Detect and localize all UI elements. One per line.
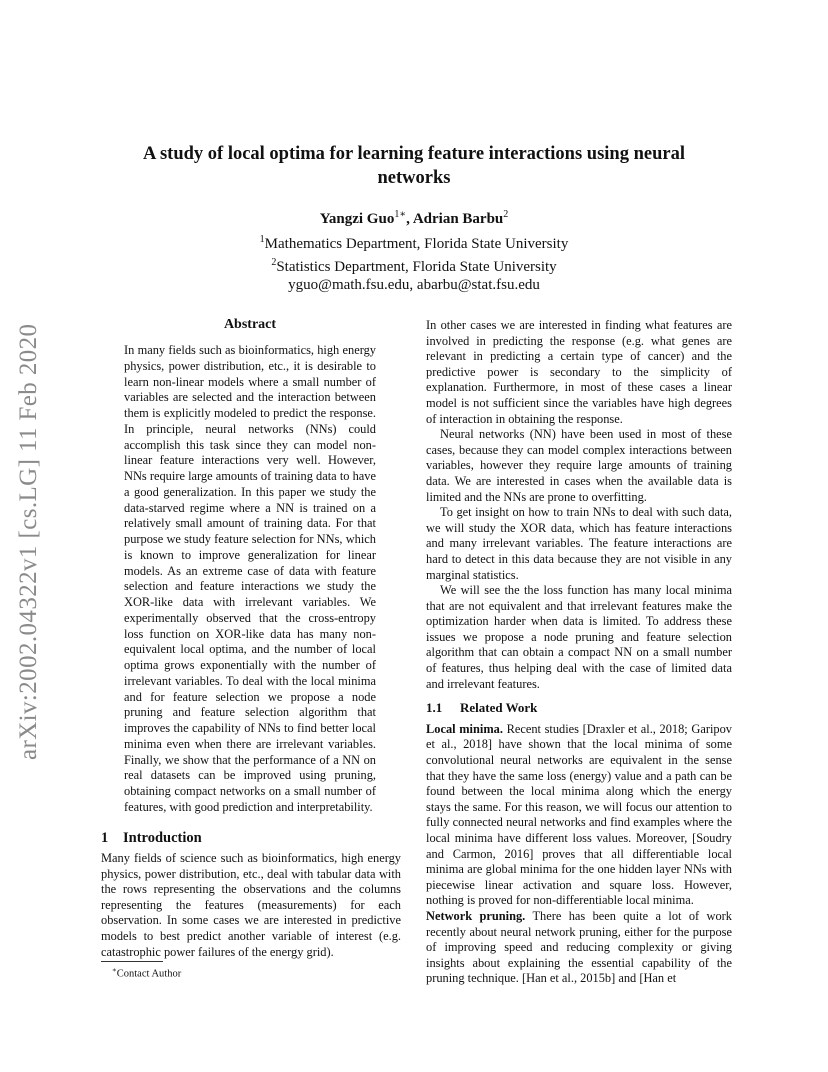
author-emails: yguo@math.fsu.edu, abarbu@stat.fsu.edu	[288, 277, 540, 293]
arxiv-identifier-stamp	[14, 288, 44, 760]
author-affiliation-mark: 1∗	[394, 209, 407, 220]
author-separator: ,	[406, 211, 410, 227]
abstract-heading: Abstract	[223, 317, 277, 332]
body-paragraph: To get insight on how to train NNs to deal with such data, we will study the XOR data, which has feature interactions and many irrelevant variables. The feature interactions are hard to detect in this data because they are not visible in any marginal statistics.	[426, 505, 732, 582]
related-work-local-minima	[426, 722, 732, 909]
paragraph-text: There has been quite a lot of work recently about neural network pruning, either for the purpose of improving speed and reducing complexity or giving insights about explaining the essential capability of the pruning technique. [Han et al., 2015b] and [Han et	[426, 908, 732, 986]
footnote	[112, 964, 392, 981]
paper-title: A study of local optima for learning feature interactions using neural networks	[143, 144, 685, 188]
affiliation-mark: 1	[259, 234, 265, 245]
run-in-heading: Network pruning.	[426, 908, 526, 923]
footnote-text: Contact Author	[116, 968, 182, 980]
author-list	[110, 205, 718, 229]
body-paragraph: Neural networks (NN) have been used in most of these cases, because they can model complex interactions between variables, however they require large amounts of training data. We are interested in cases when the available data is limited and the NNs are prone to overfitting.	[426, 427, 732, 504]
footnote-rule	[101, 961, 163, 962]
author-name: Yangzi Guo	[319, 211, 395, 227]
affiliation-line	[110, 231, 718, 254]
author-name: Adrian Barbu	[412, 211, 504, 227]
abstract-text: In many fields such as bioinformatics, high energy physics, power distribution, etc., it is desirable to learn non-linear models where a small number of variables are selected and the interaction between them is explicitly modeled to predict the response. In principle, neural networks (NNs) could accomplish this task since they can model non-linear feature interactions very well. However, NNs require large amounts of training data to have a good generalization. In this paper we study the data-starved regime where a NN is trained on a relatively small amount of training data. For that purpose we study feature selection for NNs, which is known to improve generalization for linear models. As an extreme case of data with feature selection and feature interactions we study the XOR-like data with irrelevant variables. We experimentally observed that the cross-entropy loss function on XOR-like data has many non-equivalent local optima, and the number of local optima grows exponentially with the number of irrelevant variables. To deal with the local minima and for feature selection we propose a node pruning and feature selection algorithm that improves the capability of NNs to find better local minima even when there are irrelevant variables. Finally, we show that the performance of a NN on real datasets can be improved using pruning, obtaining compact networks on a small number of features, with good prediction and interpretability.	[124, 343, 376, 814]
arxiv-identifier-text: arXiv:2002.04322v1 [cs.LG] 11 Feb 2020	[15, 323, 42, 760]
affiliation-text: Mathematics Department, Florida State University	[264, 236, 569, 252]
affiliation-mark: 2	[271, 256, 277, 268]
affiliation-text: Statistics Department, Florida State University	[276, 258, 557, 275]
author-affiliation-mark: 2	[503, 209, 509, 220]
subsection-title: Related Work	[460, 700, 538, 716]
introduction-paragraph: Many fields of science such as bioinformatics, high energy physics, power distribution, etc., deal with tabular data with the rows representing the observations and the columns representing the features (measurements) for each observation. In some cases we are interested in predictive models to best predict another variable of interest (e.g. catastrophic power failures of the energy grid).	[101, 851, 401, 959]
subsection-heading-related-work	[426, 700, 732, 716]
affiliation-line	[110, 254, 718, 277]
body-paragraph: In other cases we are interested in finding what features are involved in predicting the response (e.g. what genes are relevant in predicting a certain type of cancer) and the predictive power is secondary to the simplicity of explanation. Furthermore, in most of these cases a linear model is not sufficient since the variables have high degrees of interaction in obtaining the response.	[426, 318, 732, 426]
affiliations	[110, 231, 718, 295]
related-work-network-pruning	[426, 909, 732, 987]
body-paragraph: We will see the the loss function has many local minima that are not equivalent and that irrelevant features make the optimization harder when data is limited. To address these issues we propose a node pruning and feature selection algorithm that can obtain a compact NN on a small number of features, thus helping deal with the case of limited data and irrelevant features.	[426, 583, 732, 691]
footnote-mark: ∗	[112, 966, 117, 974]
section-number: 1	[101, 830, 109, 846]
run-in-heading: Local minima.	[426, 721, 503, 736]
paragraph-text: Recent studies [Draxler et al., 2018; Garipov et al., 2018] have shown that the local minima of some convolutional neural networks are equivalent in the sense that they have the same loss (energy) value and a path can be found between the local minima along which the energy stays the same. For this reason, we will focus our attention to fully connected neural networks and find examples where the local minima have different loss values. Moreover, [Soudry and Carmon, 2016] proves that all differentiable local minima are global minima for the one hidden layer NNs with piecewise linear activation and square loss. However, nothing is proved for non-differentiable local minima.	[426, 721, 732, 908]
subsection-number: 1.1	[426, 700, 443, 716]
section-heading-introduction	[101, 829, 401, 847]
right-column	[426, 318, 732, 987]
section-title: Introduction	[123, 830, 202, 846]
